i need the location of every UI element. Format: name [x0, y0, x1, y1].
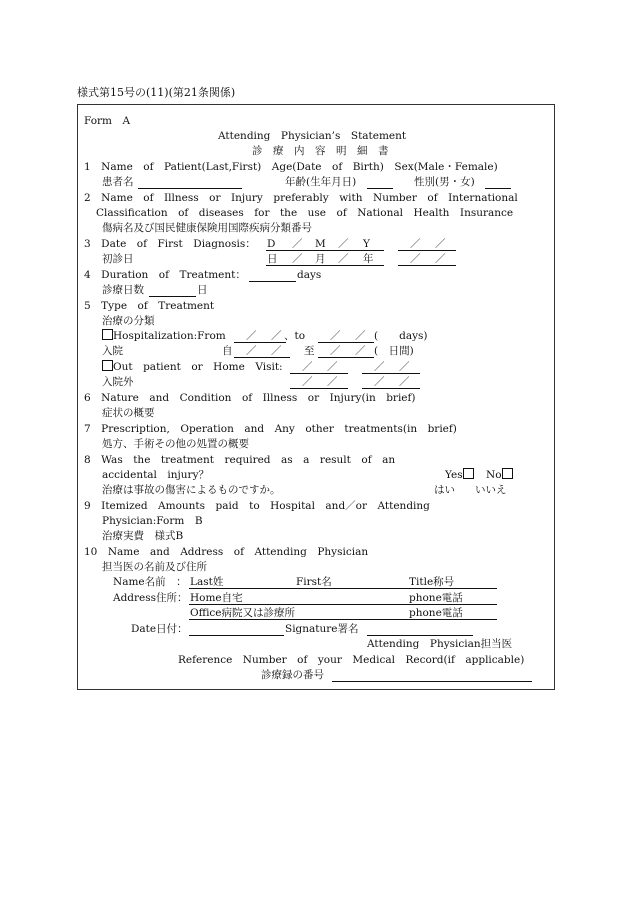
signature-label: Signature署名 [285, 623, 359, 635]
physician-home-phone-label: phone電話 [409, 592, 463, 604]
physician-statement-form [77, 104, 555, 690]
form-title-ja: 診 療 内 容 明 細 書 [252, 145, 389, 157]
outpatient-from-ja-field[interactable] [290, 388, 348, 389]
duration-days-field[interactable] [249, 281, 296, 282]
hospitalization-to-label: 、to [284, 330, 306, 342]
hospitalization-to-field[interactable] [318, 342, 374, 343]
accident-yes-checkbox[interactable] [463, 468, 474, 479]
item7-prescription-label-en: 7 Prescription, Operation and Any other treatments(in brief) [84, 423, 457, 435]
accident-yes-option [445, 468, 474, 482]
date-separator-icon: ／ ／ [330, 345, 368, 357]
date-separator-icon: ／ ／ [302, 376, 340, 388]
patient-age-field[interactable] [367, 188, 393, 189]
hospitalization-days: ( days) [374, 330, 428, 342]
date-separator-icon: ／ ／ [410, 253, 448, 265]
physician-home-label: Home自宅 [190, 592, 243, 604]
hospitalization-from-ja: 自 [222, 345, 233, 357]
item2-line3-ja: 傷病名及び国民健康保険用国際疾病分類番号 [102, 222, 312, 234]
outpatient-to-field[interactable] [362, 373, 420, 374]
accident-no-option [486, 468, 513, 482]
accident-no-checkbox[interactable] [502, 468, 513, 479]
medical-record-number-field[interactable] [332, 681, 532, 682]
medical-record-reference-label: Reference Number of your Medical Record(if applicable) [178, 654, 525, 666]
item4-duration-label-en: 4 Duration of Treatment： [84, 269, 246, 281]
item9-amounts-line2: Physician:Form B [102, 515, 203, 527]
diagnosis-date-ja-alt-field[interactable] [398, 265, 456, 266]
item8-accident-line2: accidental injury？ [102, 469, 210, 481]
signature-field[interactable] [367, 635, 473, 636]
item1-sex-ja: 性別(男・女) [414, 176, 475, 188]
physician-last-name-label: Last姓 [190, 576, 224, 588]
diagnosis-date-ja-field[interactable] [266, 265, 384, 266]
form-title-en: Attending Physician’s Statement [218, 130, 407, 142]
diagnosis-day-label-ja: 日 [267, 253, 278, 265]
accident-yes-label-ja: はい [434, 484, 455, 496]
item3-diagnosis-label-ja: 初診日 [102, 253, 134, 265]
item9-amounts-label-ja: 治療実費 様式B [102, 530, 184, 542]
duration-days-unit: days [297, 269, 322, 281]
form-number-header: 様式第15号の(11)(第21条関係) [77, 86, 236, 99]
date-separator-icon: ／ [292, 253, 305, 265]
date-separator-icon: ／ [338, 253, 351, 265]
medical-record-number-label-ja: 診療録の番号 [261, 669, 324, 681]
date-separator-icon: ／ ／ [330, 330, 368, 342]
physician-office-phone-label: phone電話 [409, 607, 463, 619]
physician-title-label: Title称号 [409, 576, 455, 588]
diagnosis-day-label: D [267, 238, 276, 250]
item10-physician-label-en: 10 Name and Address of Attending Physician [84, 546, 369, 558]
accident-yes-label: Yes [445, 469, 463, 481]
outpatient-to-ja-field[interactable] [362, 388, 420, 389]
physician-name-label: Name名前 ： [113, 576, 187, 588]
diagnosis-month-label: M [315, 238, 326, 250]
diagnosis-month-label-ja: 月 [315, 253, 326, 265]
accident-no-label-ja: いいえ [475, 484, 507, 496]
duration-days-unit-ja: 日 [197, 284, 208, 296]
physician-home-address-field[interactable] [189, 604, 497, 605]
duration-days-ja-field[interactable] [149, 296, 196, 297]
hospitalization-to-ja-field[interactable] [318, 357, 374, 358]
accident-no-label: No [486, 469, 502, 481]
hospitalization-checkbox[interactable] [102, 329, 113, 340]
item2-line2: Classification of diseases for the use of National Health Insurance [96, 207, 514, 219]
hospitalization-from-field[interactable] [234, 342, 286, 343]
date-separator-icon: ／ [292, 238, 305, 250]
date-separator-icon: ／ ／ [410, 238, 448, 250]
hospitalization-from-ja-field[interactable] [234, 357, 290, 358]
item5-type-label-en: 5 Type of Treatment [84, 300, 215, 312]
hospitalization-label: Hospitalization:From [113, 330, 226, 342]
item1-patient-name-ja: 患者名 [102, 176, 134, 188]
physician-first-name-label: First名 [296, 576, 332, 588]
hospitalization-label-ja: 入院 [102, 345, 123, 357]
item1-age-ja: 年齢(生年月日) [285, 176, 357, 188]
item5-type-label-ja: 治療の分類 [102, 315, 155, 327]
outpatient-label-ja: 入院外 [102, 376, 134, 388]
diagnosis-date-alt-field[interactable] [398, 250, 456, 251]
item8-accident-line1: 8 Was the treatment required as a result of an [84, 454, 396, 466]
diagnosis-year-label-ja: 年 [363, 253, 374, 265]
physician-office-label: Office病院又は診療所 [190, 607, 296, 619]
item1-patient-label-en: 1 Name of Patient(Last,First) Age(Date of Birth) Sex(Male・Female) [84, 161, 498, 173]
date-separator-icon: ／ [338, 238, 351, 250]
date-label: Date日付： [131, 623, 188, 635]
item4-duration-label-ja: 診療日数 [102, 284, 144, 296]
diagnosis-date-field[interactable] [266, 250, 384, 251]
item9-amounts-line1: 9 Itemized Amounts paid to Hospital and／or Attending [84, 500, 430, 512]
hospitalization-to-ja: 至 [304, 345, 315, 357]
item7-prescription-label-ja: 処方、手術その他の処置の概要 [102, 438, 249, 450]
date-separator-icon: ／ ／ [374, 376, 412, 388]
date-separator-icon: ／ ／ [374, 361, 412, 373]
patient-sex-field[interactable] [485, 188, 511, 189]
diagnosis-year-label: Y [363, 238, 370, 250]
date-separator-icon: ／ ／ [302, 361, 340, 373]
item3-diagnosis-label-en: 3 Date of First Diagnosis： [84, 238, 256, 250]
outpatient-from-field[interactable] [290, 373, 348, 374]
item2-line1: 2 Name of Illness or Injury preferably with Number of International [84, 192, 518, 204]
date-separator-icon: ／ ／ [246, 330, 284, 342]
patient-name-field[interactable] [138, 188, 242, 189]
outpatient-label: Out patient or Home Visit: [113, 361, 283, 373]
physician-office-address-field[interactable] [189, 619, 497, 620]
attending-physician-caption: Attending Physician担当医 [367, 638, 513, 650]
physician-name-field[interactable] [189, 588, 497, 589]
hospitalization-row [102, 329, 226, 343]
outpatient-checkbox[interactable] [102, 360, 113, 371]
item8-accident-label-ja: 治療は事故の傷害によるものですか。 [102, 484, 281, 496]
outpatient-row [102, 360, 283, 374]
date-separator-icon: ／ ／ [246, 345, 284, 357]
item10-physician-label-ja: 担当医の名前及び住所 [102, 561, 207, 573]
form-label: Form A [84, 115, 131, 127]
hospitalization-days-ja: ( 日間) [374, 345, 414, 357]
physician-address-label: Address住所： [113, 592, 188, 604]
date-field[interactable] [189, 635, 284, 636]
item6-nature-label-en: 6 Nature and Condition of Illness or Injury(in brief) [84, 392, 416, 404]
item6-nature-label-ja: 症状の概要 [102, 407, 155, 419]
